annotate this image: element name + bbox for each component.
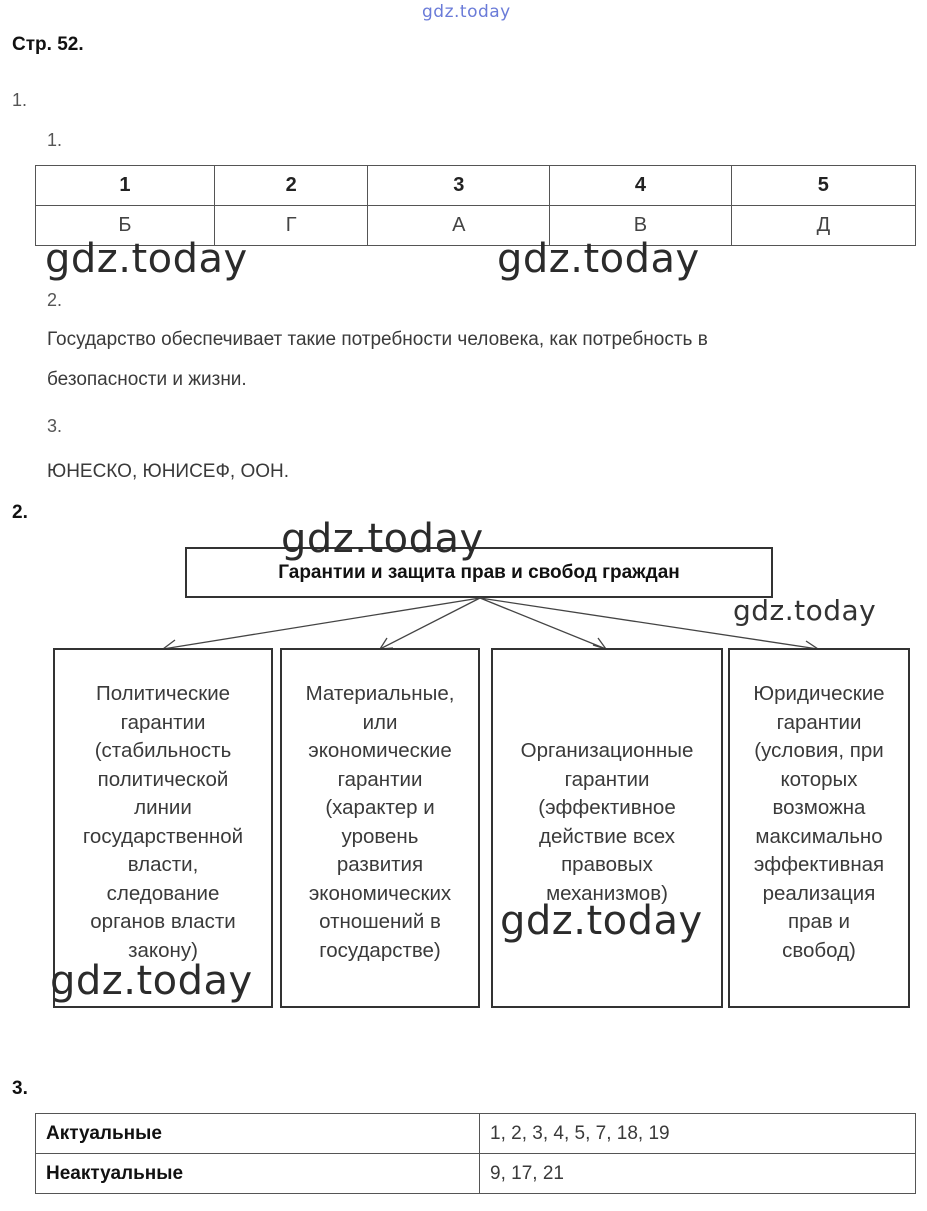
watermark: gdz.today <box>45 236 248 282</box>
table-row <box>36 1154 916 1194</box>
box-text <box>753 680 884 965</box>
arrow-to-box-1 <box>163 598 480 649</box>
box-line: гарантии <box>337 767 423 791</box>
task2-number: 2. <box>12 502 28 523</box>
watermark: gdz.today <box>497 236 700 282</box>
box-line: правовых <box>561 853 653 876</box>
table-header-cell: 3 <box>368 166 550 206</box>
table-cell: В <box>550 206 732 246</box>
box-line: гарантии <box>776 710 862 734</box>
box-line: следование <box>106 881 220 905</box>
task1-sub2-number: 2. <box>47 290 63 310</box>
box-line: государственной <box>82 824 244 848</box>
row-label: Неактуальные <box>36 1154 480 1194</box>
box-line: возможна <box>772 796 866 819</box>
table-header-cell: 1 <box>36 166 215 206</box>
diagram-box-legal <box>728 648 910 1008</box>
box-line: (эффективное <box>538 796 676 819</box>
box-line: развития <box>336 853 424 876</box>
diagram-box-organizational <box>491 648 723 1008</box>
box-line: максимально <box>755 824 883 848</box>
arrow-to-box-4 <box>480 598 818 649</box>
box-line: гарантии <box>120 710 206 734</box>
watermark: gdz.today <box>281 516 484 562</box>
box-line: органов власти <box>90 910 236 933</box>
box-line: государстве) <box>319 938 441 962</box>
diagram-box-political <box>53 648 273 1008</box>
box-text <box>521 737 694 908</box>
task1-sub1-number: 1. <box>47 130 63 150</box>
box-text <box>306 680 455 965</box>
box-line: Организационные <box>520 739 694 762</box>
table-header-cell: 5 <box>731 166 915 206</box>
box-line: механизмов) <box>546 881 668 905</box>
box-line: отношений в <box>319 910 441 933</box>
watermark: gdz.today <box>500 898 703 944</box>
table-cell: Д <box>731 206 915 246</box>
table-header-cell: 4 <box>550 166 732 206</box>
diagram-title: Гарантии и защита прав и свобод граждан <box>278 561 680 583</box>
box-line: или <box>362 710 398 734</box>
table-cell: Б <box>36 206 215 246</box>
diagram-box-economic <box>280 648 480 1008</box>
table-header-cell: 2 <box>214 166 368 206</box>
relevance-table <box>35 1113 916 1194</box>
box-line: (стабильность <box>94 739 232 762</box>
box-line: Политические <box>95 682 231 705</box>
box-line: которых <box>780 767 858 791</box>
task1-sub2-line1: Государство обеспечивает такие потребности человека, как потребность в <box>47 329 708 350</box>
watermark-top: gdz.today <box>422 2 511 22</box>
box-line: гарантии <box>564 767 650 791</box>
task1-sub3-number: 3. <box>47 416 63 436</box>
box-line: уровень <box>341 824 419 848</box>
box-text <box>83 680 243 965</box>
box-line: экономических <box>308 881 452 905</box>
task1-number: 1. <box>12 90 28 110</box>
row-label: Актуальные <box>36 1114 480 1154</box>
box-line: закону) <box>128 938 198 962</box>
row-value: 1, 2, 3, 4, 5, 7, 18, 19 <box>480 1114 916 1154</box>
page-header: Стр. 52. <box>12 34 84 55</box>
arrow-to-box-3 <box>480 598 606 649</box>
box-line: (характер и <box>325 796 435 819</box>
box-line: эффективная <box>753 853 885 876</box>
watermark: gdz.today <box>733 594 877 627</box>
box-line: политической <box>97 767 229 791</box>
box-line: (условия, при <box>754 739 884 762</box>
task3-number: 3. <box>12 1078 28 1099</box>
box-line: экономические <box>308 739 452 762</box>
row-value: 9, 17, 21 <box>480 1154 916 1194</box>
box-line: прав и <box>788 910 850 933</box>
box-line: действие всех <box>538 824 675 848</box>
task1-sub2-line2: безопасности и жизни. <box>47 369 247 390</box>
box-line: Юридические <box>753 682 885 705</box>
table-cell: Г <box>214 206 368 246</box>
table-row <box>36 1114 916 1154</box>
box-line: Материальные, <box>305 682 455 705</box>
box-line: линии <box>134 796 192 819</box>
box-line: свобод) <box>782 938 856 962</box>
watermark: gdz.today <box>50 958 253 1004</box>
task1-sub3-answer: ЮНЕСКО, ЮНИСЕФ, ООН. <box>47 461 290 482</box>
box-line: реализация <box>762 881 876 905</box>
box-line: власти, <box>127 853 199 876</box>
table-cell: А <box>368 206 550 246</box>
